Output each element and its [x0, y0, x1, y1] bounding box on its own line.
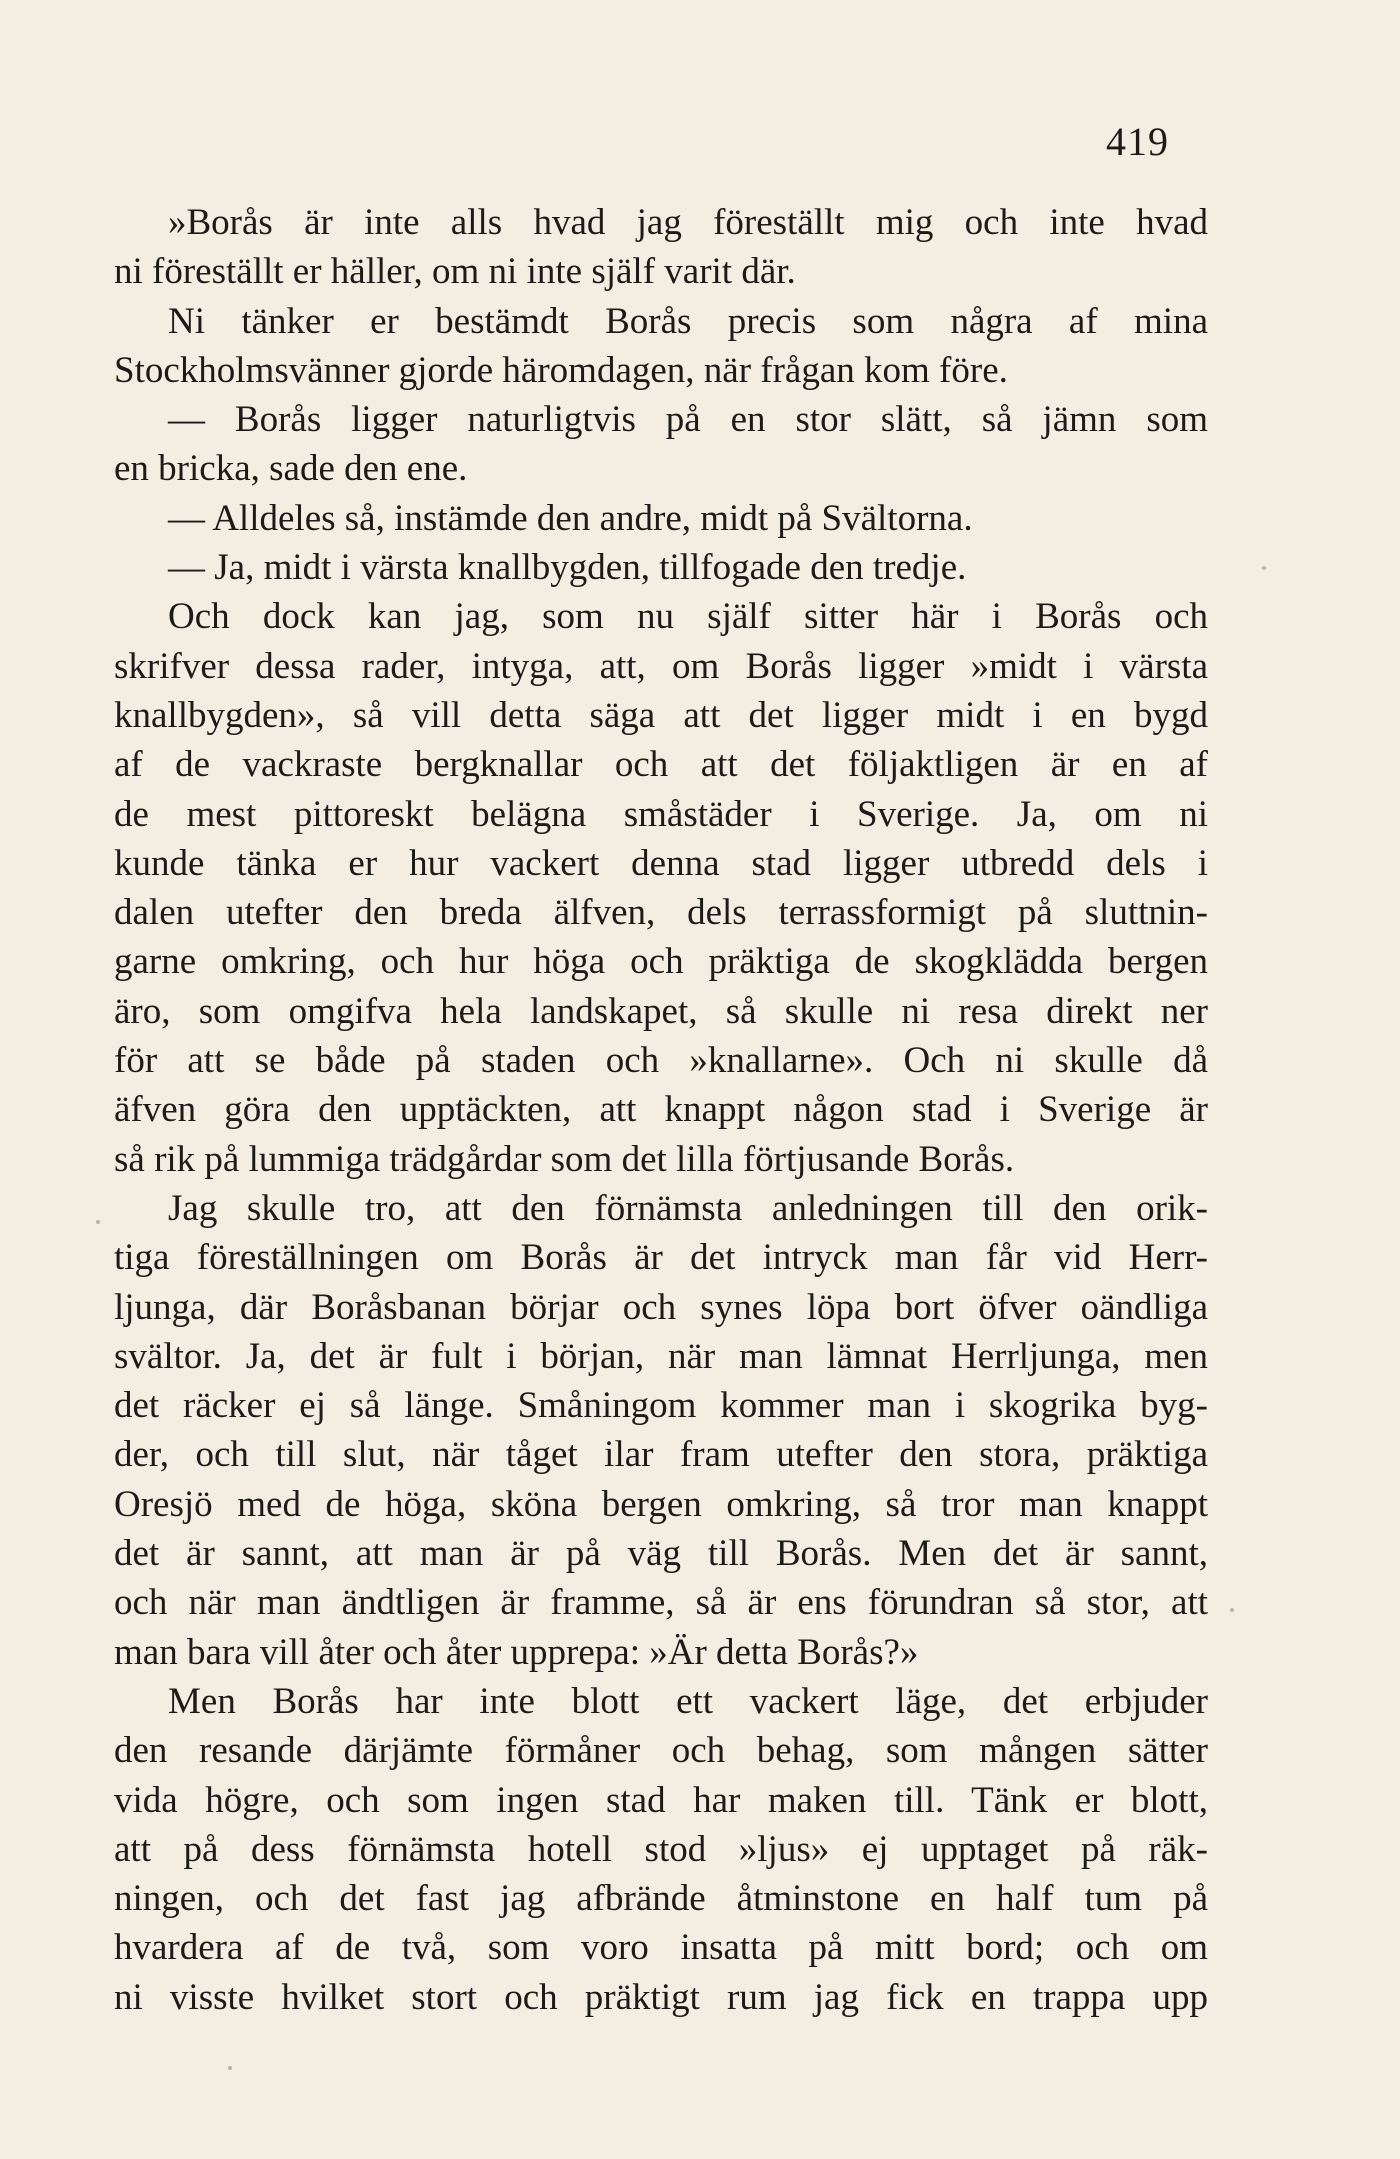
text-line: Stockholmsvänner gjorde häromdagen, när frågan kom före.: [114, 349, 1008, 391]
text-line: man bara vill åter och åter upprepa: »Är detta Borås?»: [114, 1631, 919, 1673]
text-line: Men Borås har inte blott ett vackert läge, det erbjuder: [168, 1680, 1208, 1722]
text-line: Jag skulle tro, att den förnämsta anledningen till den orik-: [168, 1187, 1208, 1229]
page-number: 419: [1106, 119, 1169, 164]
text-line: för att se både på staden och »knallarne». Och ni skulle då: [114, 1040, 1208, 1082]
text-line: Och dock kan jag, som nu själf sitter här i Borås och: [168, 596, 1208, 638]
text-line: vida högre, och som ingen stad har maken till. Tänk er blott,: [114, 1779, 1208, 1821]
text-line: — Borås ligger naturligtvis på en stor slätt, så jämn som: [168, 399, 1208, 441]
text-line: svältor. Ja, det är fult i början, när man lämnat Herrljunga, men: [114, 1335, 1208, 1377]
text-line: ljunga, där Boråsbanan börjar och synes löpa bort öfver oändliga: [114, 1286, 1208, 1328]
text-line: knallbygden», så vill detta säga att det ligger midt i en bygd: [114, 694, 1208, 736]
text-line: ni föreställt er häller, om ni inte själf varit där.: [114, 251, 796, 293]
text-line: — Alldeles så, instämde den andre, midt på Svältorna.: [168, 497, 973, 539]
text-line: äro, som omgifva hela landskapet, så skulle ni resa direkt ner: [114, 990, 1208, 1032]
text-line: »Borås är inte alls hvad jag föreställt mig och inte hvad: [168, 202, 1208, 243]
text-line: det är sannt, att man är på väg till Borås. Men det är sannt,: [114, 1533, 1208, 1575]
text-line: de mest pittoreskt belägna småstäder i Sverige. Ja, om ni: [114, 793, 1208, 835]
text-line: att på dess förnämsta hotell stod »ljus» ej upptaget på räk-: [114, 1828, 1208, 1870]
text-line: skrifver dessa rader, intyga, att, om Borås ligger »midt i värsta: [114, 645, 1208, 687]
text-line: kunde tänka er hur vackert denna stad ligger utbredd dels i: [114, 842, 1208, 884]
text-line: Oresjö med de höga, sköna bergen omkring, så tror man knappt: [114, 1483, 1208, 1525]
text-line: dalen utefter den breda älfven, dels terrassformigt på sluttnin-: [114, 892, 1208, 934]
text-line: den resande därjämte förmåner och behag, som mången sätter: [114, 1730, 1208, 1772]
text-line: — Ja, midt i värsta knallbygden, tillfogade den tredje.: [168, 547, 967, 589]
text-line: det räcker ej så länge. Småningom kommer man i skogrika byg-: [114, 1385, 1208, 1427]
text-line: och när man ändtligen är framme, så är ens förundran så stor, att: [114, 1582, 1208, 1624]
text-line: äfven göra den upptäckten, att knappt någon stad i Sverige är: [114, 1089, 1208, 1131]
text-line: Ni tänker er bestämdt Borås precis som några af mina: [168, 300, 1208, 342]
text-line: en bricka, sade den ene.: [114, 448, 468, 490]
text-line: garne omkring, och hur höga och präktiga de skogklädda bergen: [114, 941, 1208, 983]
text-line: hvardera af de två, som voro insatta på mitt bord; och om: [114, 1927, 1208, 1969]
text-line: der, och till slut, när tåget ilar fram utefter den stora, präktiga: [114, 1434, 1208, 1476]
text-line: så rik på lummiga trädgårdar som det lilla förtjusande Borås.: [114, 1138, 1015, 1180]
text-line: af de vackraste bergknallar och att det följaktligen är en af: [114, 744, 1208, 786]
text-line: tiga föreställningen om Borås är det intryck man får vid Herr-: [114, 1237, 1208, 1279]
text-line: ningen, och det fast jag afbrände åtminstone en half tum på: [114, 1878, 1208, 1920]
body-text: [114, 198, 1208, 2022]
text-line: ni visste hvilket stort och präktigt rum jag fick en trappa upp: [114, 1976, 1208, 2018]
